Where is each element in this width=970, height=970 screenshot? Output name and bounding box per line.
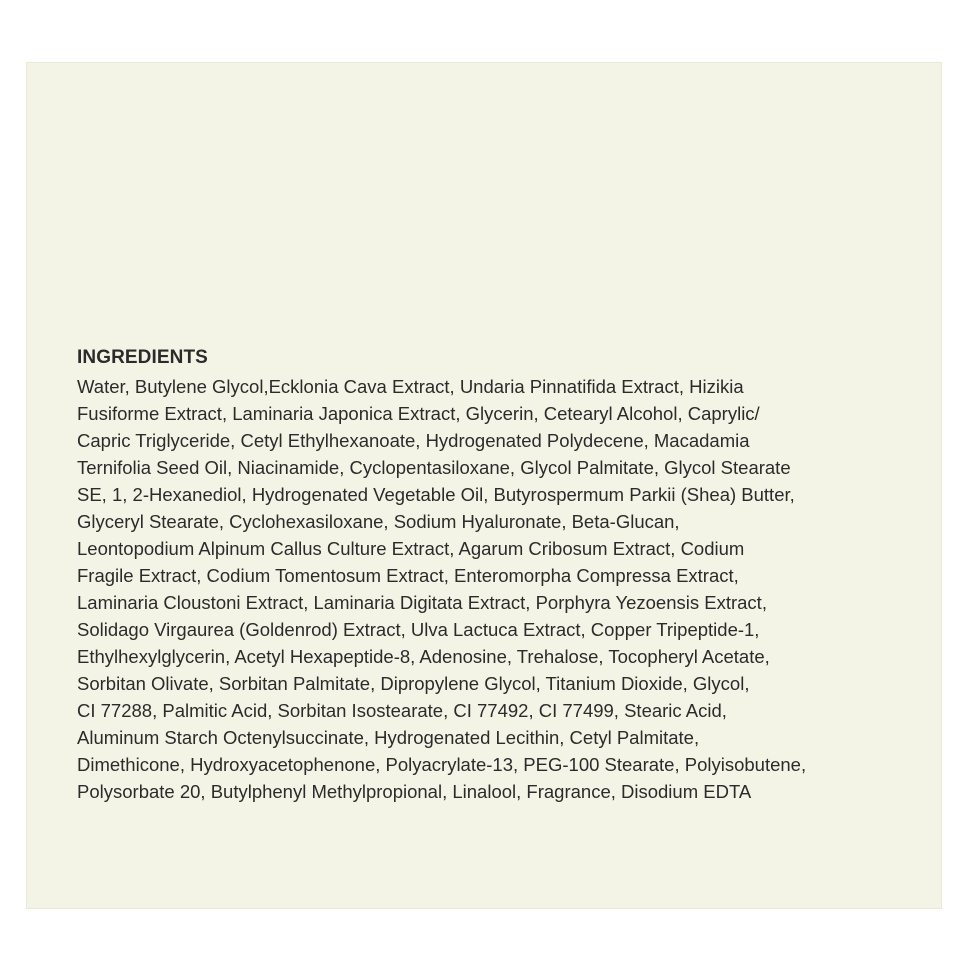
- package-panel: [27, 63, 941, 908]
- ingredients-line: CI 77288, Palmitic Acid, Sorbitan Isostearate, CI 77492, CI 77499, Stearic Acid,: [77, 700, 727, 721]
- ingredients-heading: INGREDIENTS: [77, 347, 208, 368]
- ingredients-line: Sorbitan Olivate, Sorbitan Palmitate, Dipropylene Glycol, Titanium Dioxide, Glycol,: [77, 673, 750, 694]
- ingredients-line: Laminaria Cloustoni Extract, Laminaria Digitata Extract, Porphyra Yezoensis Extract,: [77, 592, 767, 613]
- ingredients-line: Ethylhexylglycerin, Acetyl Hexapeptide-8, Adenosine, Trehalose, Tocopheryl Acetate,: [77, 646, 770, 667]
- ingredients-section: [77, 346, 939, 805]
- ingredients-line: Dimethicone, Hydroxyacetophenone, Polyacrylate-13, PEG-100 Stearate, Polyisobutene,: [77, 754, 807, 775]
- ingredients-line: Ternifolia Seed Oil, Niacinamide, Cyclopentasiloxane, Glycol Palmitate, Glycol Stearate: [77, 457, 791, 478]
- ingredients-line: Aluminum Starch Octenylsuccinate, Hydrogenated Lecithin, Cetyl Palmitate,: [77, 727, 700, 748]
- ingredients-line: Polysorbate 20, Butylphenyl Methylpropional, Linalool, Fragrance, Disodium EDTA: [77, 781, 752, 802]
- ingredients-line: Leontopodium Alpinum Callus Culture Extract, Agarum Cribosum Extract, Codium: [77, 538, 745, 559]
- ingredients-line: SE, 1, 2-Hexanediol, Hydrogenated Vegetable Oil, Butyrospermum Parkii (Shea) Butter,: [77, 484, 795, 505]
- ingredients-line: Fragile Extract, Codium Tomentosum Extract, Enteromorpha Compressa Extract,: [77, 565, 739, 586]
- ingredients-list: [77, 373, 939, 805]
- ingredients-line: Solidago Virgaurea (Goldenrod) Extract, Ulva Lactuca Extract, Copper Tripeptide-1,: [77, 619, 760, 640]
- ingredients-line: Glyceryl Stearate, Cyclohexasiloxane, Sodium Hyaluronate, Beta-Glucan,: [77, 511, 680, 532]
- ingredients-line: Fusiforme Extract, Laminaria Japonica Extract, Glycerin, Cetearyl Alcohol, Caprylic/: [77, 403, 760, 424]
- ingredients-line: Capric Triglyceride, Cetyl Ethylhexanoate, Hydrogenated Polydecene, Macadamia: [77, 430, 750, 451]
- ingredients-line: Water, Butylene Glycol,Ecklonia Cava Extract, Undaria Pinnatifida Extract, Hizikia: [77, 376, 744, 397]
